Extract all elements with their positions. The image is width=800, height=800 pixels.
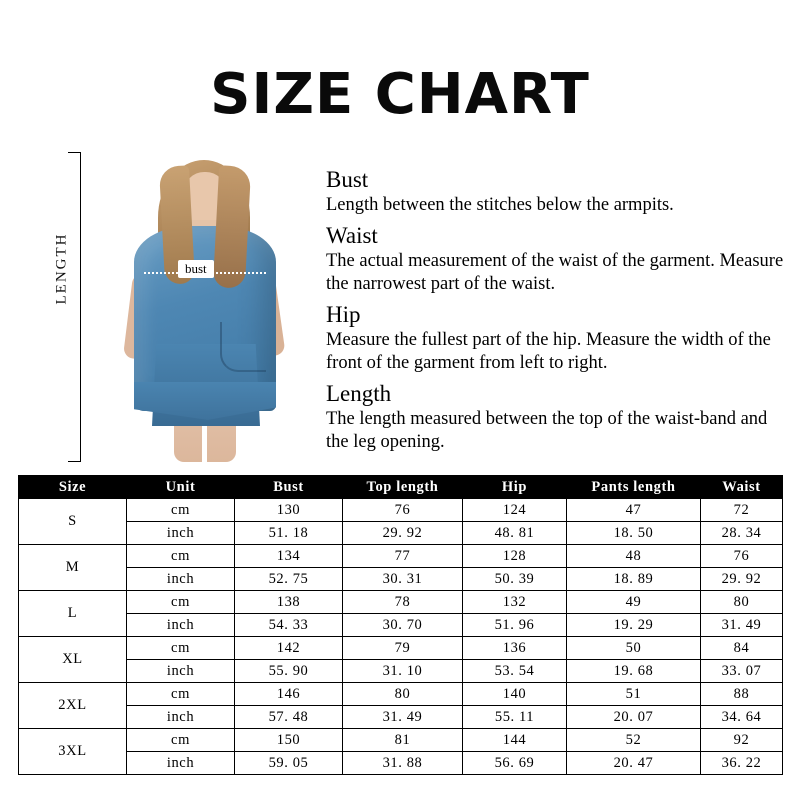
cell-top-length: 30. 31 xyxy=(343,568,463,591)
cell-unit: cm xyxy=(127,591,235,614)
dress-pocket xyxy=(220,322,266,372)
cell-hip: 55. 11 xyxy=(463,706,567,729)
definition-term-bust: Bust xyxy=(326,167,369,192)
cell-top-length: 79 xyxy=(343,637,463,660)
size-table xyxy=(18,475,783,775)
cell-hip: 50. 39 xyxy=(463,568,567,591)
cell-top-length: 81 xyxy=(343,729,463,752)
cell-waist: 34. 64 xyxy=(701,706,783,729)
cell-top-length: 80 xyxy=(343,683,463,706)
cell-hip: 144 xyxy=(463,729,567,752)
table-header-row xyxy=(19,476,783,499)
cell-waist: 36. 22 xyxy=(701,752,783,775)
header-pants-length: Pants length xyxy=(567,476,701,499)
cell-bust: 146 xyxy=(235,683,343,706)
cell-size: L xyxy=(19,591,127,637)
cell-hip: 136 xyxy=(463,637,567,660)
cell-unit: cm xyxy=(127,499,235,522)
length-axis-label: LENGTH xyxy=(53,232,70,305)
definition-desc-waist: The actual measurement of the waist of the garment. Measure the narrowest part of the waist. xyxy=(326,250,784,295)
table-row xyxy=(19,729,783,752)
cell-pants-length: 50 xyxy=(567,637,701,660)
cell-top-length: 76 xyxy=(343,499,463,522)
cell-unit: cm xyxy=(127,729,235,752)
table-row xyxy=(19,545,783,568)
garment-illustration xyxy=(48,150,318,465)
cell-bust: 134 xyxy=(235,545,343,568)
length-bracket-tick-bottom xyxy=(68,461,81,462)
cell-waist: 88 xyxy=(701,683,783,706)
definition-term-hip: Hip xyxy=(326,301,361,327)
cell-hip: 51. 96 xyxy=(463,614,567,637)
cell-pants-length: 20. 07 xyxy=(567,706,701,729)
length-bracket-line xyxy=(80,152,81,462)
cell-bust: 130 xyxy=(235,499,343,522)
header-waist: Waist xyxy=(701,476,783,499)
header-top-length: Top length xyxy=(343,476,463,499)
cell-unit: inch xyxy=(127,706,235,729)
cell-top-length: 30. 70 xyxy=(343,614,463,637)
definition-desc-bust: Length between the stitches below the armpits. xyxy=(326,195,674,216)
cell-top-length: 77 xyxy=(343,545,463,568)
table-row xyxy=(19,614,783,637)
cell-size: M xyxy=(19,545,127,591)
cell-size: XL xyxy=(19,637,127,683)
header-unit: Unit xyxy=(127,476,235,499)
cell-hip: 53. 54 xyxy=(463,660,567,683)
cell-hip: 128 xyxy=(463,545,567,568)
definition-desc-length: The length measured between the top of the waist-band and the leg opening. xyxy=(326,408,768,453)
cell-pants-length: 49 xyxy=(567,591,701,614)
table-row xyxy=(19,499,783,522)
cell-pants-length: 19. 68 xyxy=(567,660,701,683)
cell-size: 3XL xyxy=(19,729,127,775)
table-row xyxy=(19,660,783,683)
cell-unit: inch xyxy=(127,614,235,637)
table-row xyxy=(19,683,783,706)
cell-top-length: 31. 88 xyxy=(343,752,463,775)
table-row xyxy=(19,568,783,591)
definition-desc-hip: Measure the fullest part of the hip. Measure the width of the front of the garment from left to right. xyxy=(326,329,771,374)
table-row xyxy=(19,522,783,545)
page-title: SIZE CHART xyxy=(210,62,590,127)
definition-term-length: Length xyxy=(326,380,392,406)
cell-pants-length: 47 xyxy=(567,499,701,522)
cell-top-length: 31. 49 xyxy=(343,706,463,729)
size-table-wrapper xyxy=(18,475,782,775)
header-hip: Hip xyxy=(463,476,567,499)
cell-bust: 138 xyxy=(235,591,343,614)
table-row xyxy=(19,706,783,729)
cell-pants-length: 48 xyxy=(567,545,701,568)
size-table-body xyxy=(19,499,783,775)
cell-top-length: 29. 92 xyxy=(343,522,463,545)
cell-waist: 72 xyxy=(701,499,783,522)
header-bust: Bust xyxy=(235,476,343,499)
cell-bust: 57. 48 xyxy=(235,706,343,729)
table-row xyxy=(19,752,783,775)
cell-bust: 59. 05 xyxy=(235,752,343,775)
cell-hip: 140 xyxy=(463,683,567,706)
definition-term-waist: Waist xyxy=(326,222,378,248)
cell-unit: cm xyxy=(127,545,235,568)
header-size: Size xyxy=(19,476,127,499)
cell-bust: 54. 33 xyxy=(235,614,343,637)
cell-waist: 76 xyxy=(701,545,783,568)
table-row xyxy=(19,591,783,614)
cell-unit: inch xyxy=(127,660,235,683)
cell-unit: inch xyxy=(127,752,235,775)
cell-hip: 48. 81 xyxy=(463,522,567,545)
cell-bust: 51. 18 xyxy=(235,522,343,545)
bust-label: bust xyxy=(178,260,214,278)
cell-waist: 28. 34 xyxy=(701,522,783,545)
cell-size: S xyxy=(19,499,127,545)
cell-top-length: 31. 10 xyxy=(343,660,463,683)
cell-hip: 124 xyxy=(463,499,567,522)
cell-bust: 52. 75 xyxy=(235,568,343,591)
cell-top-length: 78 xyxy=(343,591,463,614)
cell-hip: 56. 69 xyxy=(463,752,567,775)
cell-pants-length: 51 xyxy=(567,683,701,706)
cell-waist: 31. 49 xyxy=(701,614,783,637)
measurement-definitions xyxy=(326,166,788,455)
cell-pants-length: 18. 50 xyxy=(567,522,701,545)
cell-bust: 55. 90 xyxy=(235,660,343,683)
cell-unit: cm xyxy=(127,683,235,706)
cell-pants-length: 20. 47 xyxy=(567,752,701,775)
cell-pants-length: 18. 89 xyxy=(567,568,701,591)
cell-waist: 29. 92 xyxy=(701,568,783,591)
cell-bust: 142 xyxy=(235,637,343,660)
cell-pants-length: 52 xyxy=(567,729,701,752)
model-hair-front-right xyxy=(213,165,251,289)
cell-bust: 150 xyxy=(235,729,343,752)
cell-waist: 92 xyxy=(701,729,783,752)
model-photo xyxy=(100,154,310,462)
cell-unit: inch xyxy=(127,568,235,591)
cell-hip: 132 xyxy=(463,591,567,614)
cell-waist: 84 xyxy=(701,637,783,660)
cell-pants-length: 19. 29 xyxy=(567,614,701,637)
cell-size: 2XL xyxy=(19,683,127,729)
cell-waist: 80 xyxy=(701,591,783,614)
table-row xyxy=(19,637,783,660)
cell-unit: inch xyxy=(127,522,235,545)
size-table-head xyxy=(19,476,783,499)
length-bracket-tick-top xyxy=(68,152,81,153)
cell-unit: cm xyxy=(127,637,235,660)
cell-waist: 33. 07 xyxy=(701,660,783,683)
